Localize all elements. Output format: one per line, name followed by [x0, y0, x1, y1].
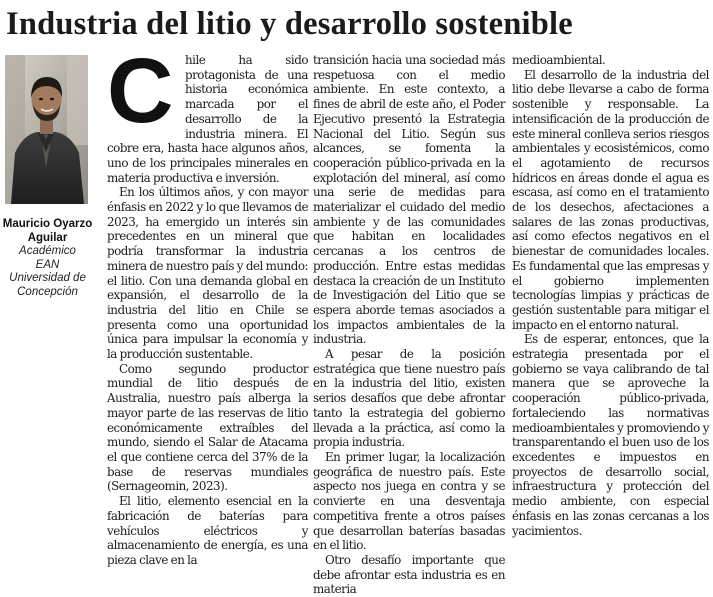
paragraph: A pesar de la posición estratégica que tiene nuestro país en la industria del litio, existen serios desafíos que debe afrontar tanto la estrategia del gobierno llevada a la práctica, así como la propia industria. [313, 347, 505, 450]
author-unit: EAN [35, 258, 60, 271]
article-column-1 [107, 40, 308, 567]
author-portrait-image [5, 55, 88, 204]
paragraph: transición hacia una sociedad más respetuosa con el medio ambiente. En este contexto, a fines de abril de este año, el Poder Ejecutivo presentó la Estrategia Nacional del Litio. Según sus alcances, se fomenta la cooperación público-privada en la explotación del mineral, así como una serie de medidas para materializar el cuidado del medio ambiente y de las comunidades que habitan en localidades cercanas a los centros de producción. Entre estas medidas destaca la creación de un Instituto de Investigación del Litio que se espera aborde temas asociados a los impactos ambientales de la industria. [313, 53, 505, 347]
article-column-2 [313, 53, 505, 597]
author-portrait [5, 55, 88, 204]
paragraph: El litio, elemento esencial en la fabricación de baterías para vehículos eléctricos y almacenamiento de energía, es una pieza clave en la [107, 494, 308, 567]
paragraph: Otro desafío importante que debe afrontar esta industria es en materia [313, 552, 505, 597]
paragraph: El desarrollo de la industria del litio debe llevarse a cabo de forma sostenible y responsable. La intensificación de la producción de este mineral conlleva serios riesgos ambientales y ecosistémicos, como el agotamiento de recursos hídricos en áreas donde el agua es escasa, así como en el tratamiento de los desechos, afectaciones a salares de las zonas productivas, así como efectos negativos en el bienestar de comunidades locales. Es fundamental que las empresas y el gobierno implementen tecnologías limpias y prácticas de gestión sustentable para mitigar el impacto en el entorno natural. [512, 67, 709, 332]
article-headline: Industria del litio y desarrollo sostenible [6, 6, 573, 42]
author-credit [0, 218, 95, 299]
paragraph: Como segundo productor mundial de litio después de Australia, nuestro país alberga la mayor parte de las reservas de litio económicamente extraíbles del mundo, siendo el Salar de Atacama el que contiene cerca del 37% de la base de reservas mundiales (Sernageomin, 2023). [107, 361, 308, 494]
author-name: Mauricio Oyarzo Aguilar [2, 218, 93, 244]
paragraph: En primer lugar, la localización geográfica de nuestro país. Este aspecto nos juega en contra y se convierte en una desventaja competitiva frente a otros países que desarrollan baterías basadas en el litio. [313, 449, 505, 553]
paragraph: Es de esperar, entonces, que la estrategia presentada por el gobierno se vaya calibrando de tal manera que se aproveche la cooperación público-privada, fortaleciendo las normativas medioambientales y promoviendo y transparentando el buen uso de los excedentes e impuestos en proyectos de desarrollo social, infraestructura y protección del medio ambiente, con especial énfasis en las zonas cercanas a los yacimientos. [512, 332, 709, 538]
paragraph [107, 40, 308, 185]
drop-cap: C [107, 40, 173, 142]
paragraph: En los últimos años, y con mayor énfasis en 2022 y lo que llevamos de 2023, ha emergido un interés sin precedentes en un mineral que podría transformar la industria minera de nuestro país y del mundo: el litio. Con una demanda global en expansión, el desarrollo de la industria del litio en Chile se presenta como una oportunidad única para impulsar la economía y la producción sustentable. [107, 185, 308, 362]
author-role: Académico [19, 245, 76, 257]
author-institution: Universidad de Concepción [9, 272, 86, 298]
article-column-3 [512, 53, 709, 538]
paragraph: medioambiental. [512, 53, 606, 67]
paragraph-text: hile ha sido protagonista de una historia económica marcada por el desarrollo de la industria minera. El cobre era, hasta hace algunos años, uno de los principales minerales en materia productiva e inversión. [107, 53, 308, 185]
